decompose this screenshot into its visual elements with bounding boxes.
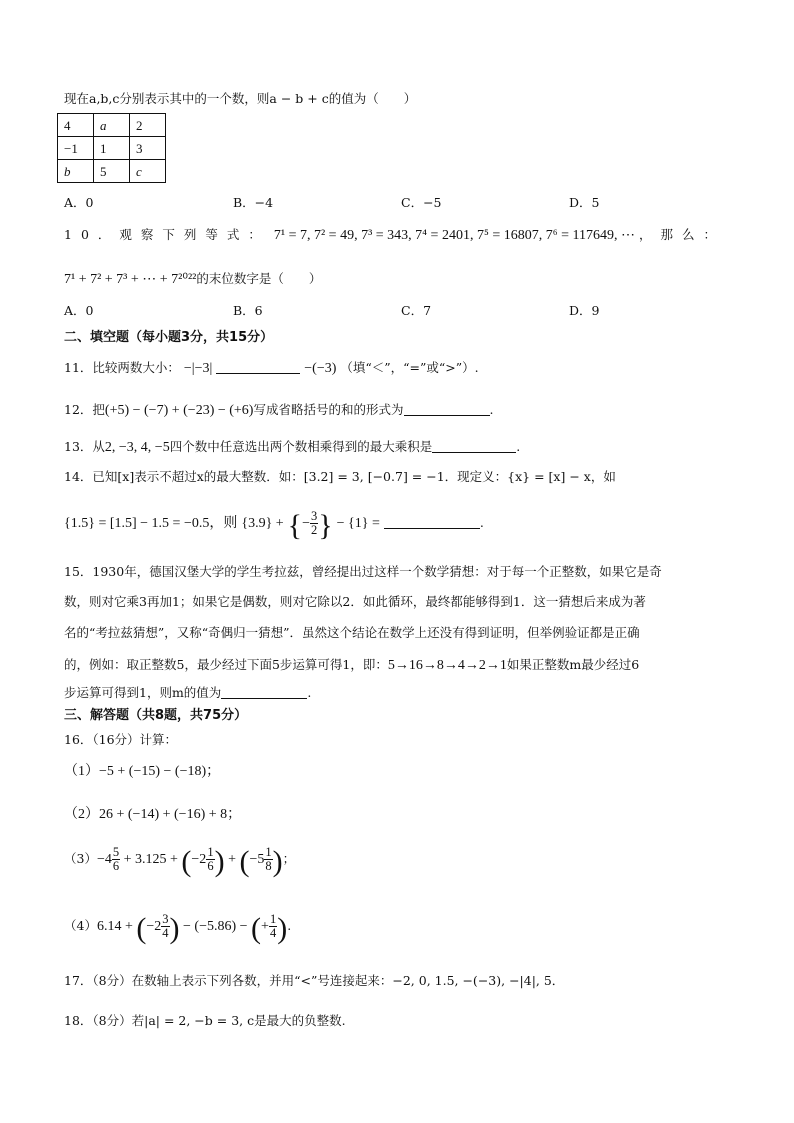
q10-stem-prefix: 10．观察下列等式：	[64, 227, 270, 242]
q15-line3: 名的“考拉兹猜想”，又称“奇偶归一猜想”．虽然这个结论在数学上还没有得到证明，但举例验证都是正确	[64, 625, 640, 640]
q16-part4-a: 6.14 +	[96, 919, 137, 934]
q16-part3-frac1	[112, 846, 120, 873]
q14-frac-num: 3	[310, 509, 318, 523]
q16-part3-label: （3）	[64, 851, 97, 866]
q12-answer-blank[interactable]	[404, 403, 490, 416]
number-grid	[57, 113, 166, 183]
q14-example: {1.5} = [1.5] − 1.5 = −0.5，则	[64, 516, 238, 531]
open-paren: (	[181, 845, 192, 878]
q16-title: 16．（16分）计算：	[64, 732, 178, 747]
grid-cell: b	[58, 160, 94, 183]
q16-part2	[64, 808, 241, 822]
q10-option-b: B．6	[233, 303, 263, 318]
q14-line1: 14．已知[x]表示不超过x的最大整数．如：[3.2] = 3, [−0.7] = −1．现定义：{x} = [x] − x，如	[64, 469, 616, 484]
q16-part2-expr: （2）26 + (−14) + (−16) + 8；	[64, 807, 242, 822]
q11-answer-blank[interactable]	[216, 361, 300, 374]
q14-line2	[64, 510, 484, 541]
open-paren: (	[239, 845, 250, 878]
grid-cell: −1	[58, 137, 94, 160]
q11-num: 11．比较两数大小：	[64, 360, 180, 375]
frac-num: 3	[162, 912, 169, 926]
q16-part4-d: +	[261, 919, 269, 934]
q13-num: 13．从	[64, 439, 105, 454]
section-2-title: 二、填空题（每小题3分，共15分）	[64, 330, 274, 345]
q16-part1	[64, 765, 220, 779]
close-paren: )	[272, 845, 283, 878]
frac-den: 6	[207, 859, 214, 873]
frac-num: 1	[269, 912, 277, 926]
q13-nums: 2, −3, 4, −5	[104, 440, 170, 455]
grid-cell: 5	[94, 160, 130, 183]
q18: 18．（8分）若|a| = 2, −b = 3, c是最大的负整数.	[64, 1013, 346, 1028]
grid-cell: a	[94, 114, 130, 137]
q10-option-a: A．0	[64, 303, 94, 318]
q14-open-brace: {	[287, 509, 303, 542]
q16-part3-frac3	[264, 846, 272, 873]
q16-part3-b: + 3.125 +	[120, 852, 182, 867]
q10-sum: 7¹ + 7² + 7³ + ⋯ + 7²⁰²²	[64, 272, 197, 287]
q10-option-c: C．7	[401, 303, 432, 318]
q16-part3-c: −2	[191, 852, 207, 867]
q9-stem: 现在a,b,c分别表示其中的一个数，则a − b + c的值为（ ）	[64, 91, 417, 106]
q17: 17．（8分）在数轴上表示下列各数，并用“<”号连接起来：−2, 0, 1.5, −(−3), −|4|, 5．	[64, 973, 565, 988]
q13-tail: 四个数中任意选出两个数相乘得到的最大乘积是	[169, 439, 433, 454]
grid-cell: c	[130, 160, 166, 183]
q10-line2	[64, 273, 321, 287]
q9-option-d: D．5	[569, 195, 600, 210]
grid-cell: 2	[130, 114, 166, 137]
q11-left: −|−3|	[183, 361, 213, 376]
close-paren: )	[214, 845, 225, 878]
q14-fraction	[310, 510, 318, 537]
q16-part3-end: ；	[282, 851, 296, 866]
q11-right: −(−3)	[304, 361, 337, 376]
q10-line1	[64, 229, 725, 243]
q16-part4-frac2	[269, 913, 277, 940]
q15-line1: 15．1930年，德国汉堡大学的学生考拉兹，曾经提出过这样一个数学猜想：对于每一个正整数，如果它是奇	[64, 564, 662, 579]
q16-part3-frac2	[206, 846, 214, 873]
q10-stem-suffix: ，那么：	[638, 227, 725, 242]
section-3-title: 三、解答题（共8题，共75分）	[64, 708, 248, 723]
q15-answer-blank[interactable]	[221, 686, 307, 699]
open-paren: (	[251, 912, 262, 945]
q16-part3-d: −5	[249, 852, 265, 867]
q15-line4-b: 如果正整数m最少经过6	[506, 657, 640, 672]
frac-den: 6	[112, 859, 120, 873]
q13-end: .	[516, 439, 521, 454]
q14-term1: {3.9} +	[241, 516, 284, 531]
close-paren: )	[277, 912, 288, 945]
close-paren: )	[169, 912, 180, 945]
q15-end: .	[307, 685, 312, 700]
frac-den: 4	[162, 926, 169, 940]
q9-option-a: A．0	[64, 195, 94, 210]
q12-end: .	[489, 402, 494, 417]
q14-frac-den: 2	[310, 523, 318, 537]
q14-term3: − {1} =	[336, 516, 380, 531]
q10-question: 的末位数字是（ ）	[196, 271, 322, 286]
q16-part4-end: .	[287, 918, 292, 933]
q16-part4-frac1	[161, 913, 169, 940]
q15-line4-a: 的，例如：取正整数5，最少经过下面5步运算可得1，即：	[64, 657, 388, 672]
q16-part3-a: −4	[96, 852, 112, 867]
q13-answer-blank[interactable]	[432, 440, 516, 453]
q10-option-d: D．9	[569, 303, 600, 318]
q16-part3-plus: +	[224, 852, 240, 867]
frac-num: 5	[112, 845, 120, 859]
frac-den: 4	[269, 926, 277, 940]
q10-equalities: 7¹ = 7, 7² = 49, 7³ = 343, 7⁴ = 2401, 7⁵ = 16807, 7⁶ = 117649, ⋯	[273, 228, 635, 243]
q13	[64, 440, 520, 455]
q14-close-brace: }	[318, 509, 333, 542]
grid-cell: 4	[58, 114, 94, 137]
q16-part4-label: （4）	[64, 918, 97, 933]
q12	[64, 403, 493, 418]
q14-end: .	[479, 515, 484, 530]
q14-minus: −	[302, 516, 310, 531]
q12-expr: (+5) − (−7) + (−23) − (+6)	[104, 403, 254, 418]
q16-part4-b: −2	[146, 919, 162, 934]
q9-option-c: C．−5	[401, 195, 442, 210]
frac-den: 8	[265, 859, 272, 873]
q11	[64, 361, 479, 376]
q14-answer-blank[interactable]	[384, 516, 480, 529]
grid-cell: 3	[130, 137, 166, 160]
q15-line5-text: 步运算可得到1，则m的值为	[64, 685, 222, 700]
q12-num: 12．把	[64, 402, 105, 417]
frac-num: 1	[265, 845, 272, 859]
q11-hint: （填“＜”，“=”或“>”）.	[340, 360, 479, 375]
q15-line2: 数，则对它乘3再加1；如果它是偶数，则对它除以2．如此循环，最终都能够得到1．这一猜想后来成为著	[64, 594, 646, 609]
q12-tail: 写成省略括号的和的形式为	[253, 402, 404, 417]
q9-option-b: B．−4	[233, 195, 274, 210]
frac-num: 1	[207, 845, 214, 859]
q15-chain: 5→16→8→4→2→1	[387, 658, 507, 673]
q16-part4-c: − (−5.86) −	[179, 919, 252, 934]
q16-part4	[64, 913, 291, 944]
open-paren: (	[136, 912, 147, 945]
q15-line4	[64, 659, 639, 673]
q16-part1-expr: （1）−5 + (−15) − (−18)；	[64, 764, 221, 779]
grid-cell: 1	[94, 137, 130, 160]
q16-part3	[64, 846, 295, 877]
q15-line5	[64, 686, 311, 700]
